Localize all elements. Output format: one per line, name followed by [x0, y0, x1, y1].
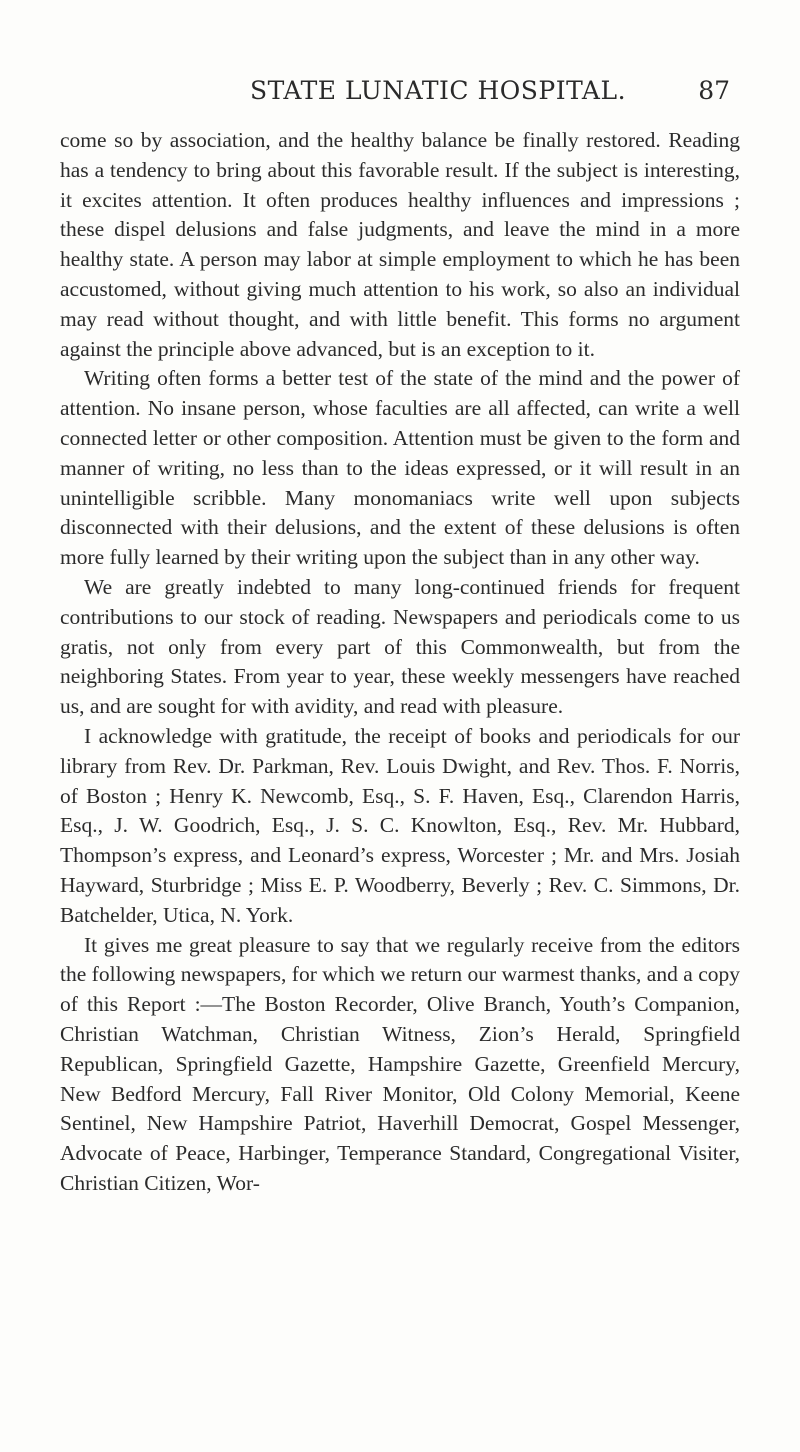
- page-number: 87: [698, 76, 730, 105]
- paragraph-reading: come so by association, and the healthy balance be finally restored. Reading has a tendency to bring about this favorable result. If the subject is interesting, it excites attention. It often produces healthy influences and impressions ; these dispel delusions and false judgments, and leave the mind in a more healthy state. A person may labor at simple employment to which he has been accustomed, without giving much attention to his work, so also an individual may read without thought, and with little benefit. This forms no argument against the principle above advanced, but is an exception to it.: [60, 128, 740, 361]
- body-text: [60, 126, 740, 1199]
- page-header: [90, 76, 730, 112]
- paragraph-writing: Writing often forms a better test of the state of the mind and the power of attention. No insane person, whose faculties are all affected, can write a well connected letter or other composition. Attention must be given to the form and manner of writing, no less than to the ideas expressed, or it will result in an unintelligible scribble. Many monomaniacs write well upon subjects disconnected with their delusions, and the extent of these delusions is often more fully learned by their writing upon the subject than in any other way.: [60, 366, 740, 570]
- running-title: STATE LUNATIC HOSPITAL.: [250, 76, 627, 105]
- paragraph-friends: We are greatly indebted to many long-continued friends for frequent contributions to our stock of reading. Newspapers and periodicals come to us gratis, not only from every part of this Commonwealth, but from the neighboring States. From year to year, these weekly messengers have reached us, and are sought for with avidity, and read with pleasure.: [60, 574, 740, 719]
- paragraph-acknowledgments: I acknowledge with gratitude, the receipt of books and periodicals for our library from Rev. Dr. Parkman, Rev. Louis Dwight, and Rev. Thos. F. Norris, of Boston ; Henry K. Newcomb, Esq., S. F. Haven, Esq., Clarendon Harris, Esq., J. W. Goodrich, Esq., J. S. C. Knowlton, Esq., Rev. Mr. Hubbard, Thompson’s express, and Leonard’s express, Worcester ; Mr. and Mrs. Josiah Hayward, Sturbridge ; Miss E. P. Woodberry, Beverly ; Rev. C. Simmons, Dr. Batchelder, Utica, N. York.: [60, 723, 740, 927]
- paragraph-newspapers: It gives me great pleasure to say that we regularly receive from the editors the following newspapers, for which we return our warmest thanks, and a copy of this Report :—The Boston Recorder, Olive Branch, Youth’s Companion, Christian Watchman, Christian Witness, Zion’s Herald, Springfield Republican, Springfield Gazette, Hampshire Gazette, Greenfield Mercury, New Bedford Mercury, Fall River Monitor, Old Colony Memorial, Keene Sentinel, New Hampshire Patriot, Haverhill Democrat, Gospel Messenger, Advocate of Peace, Harbinger, Temperance Standard, Congregational Visiter, Christian Citizen, Wor-: [60, 932, 740, 1195]
